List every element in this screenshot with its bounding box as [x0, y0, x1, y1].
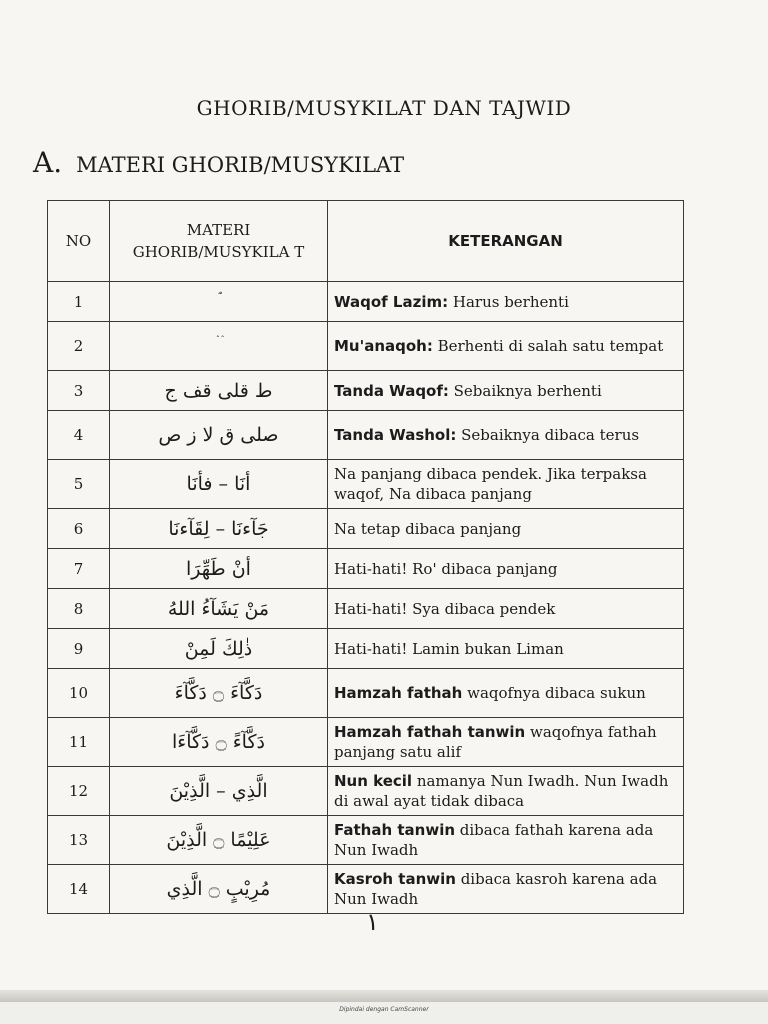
keterangan-text: dibaca fathah karena ada Nun Iwadh — [334, 821, 654, 859]
keterangan-text: Harus berhenti — [448, 292, 569, 311]
row-keterangan — [328, 816, 684, 865]
keterangan-bold: Waqof Lazim: — [334, 292, 449, 311]
table-header-row — [48, 201, 684, 282]
row-number: 7 — [48, 549, 110, 589]
row-arabic: أنْ طَهِّرَا — [110, 549, 328, 589]
row-number: 11 — [48, 718, 110, 767]
row-arabic: صلى ق لا ز ص — [110, 411, 328, 460]
header-keterangan: KETERANGAN — [328, 201, 684, 282]
table-row — [48, 718, 684, 767]
section-title: MATERI GHORIB/MUSYKILAT — [76, 153, 405, 177]
row-keterangan — [328, 371, 684, 411]
row-number: 14 — [48, 865, 110, 914]
table-row — [48, 411, 684, 460]
row-arabic: ذٰلِكَ لَمِنْ — [110, 629, 328, 669]
row-arabic: أنَا – فأنَا — [110, 460, 328, 509]
row-arabic: جَآءنَا – لِقَآءنَا — [110, 509, 328, 549]
row-number: 13 — [48, 816, 110, 865]
row-keterangan — [328, 718, 684, 767]
row-keterangan — [328, 629, 684, 669]
keterangan-bold: Nun kecil — [334, 772, 413, 790]
row-number: 2 — [48, 322, 110, 371]
section-heading — [33, 146, 404, 179]
table-row — [48, 767, 684, 816]
row-keterangan — [328, 460, 684, 509]
page-edge — [0, 990, 768, 1002]
row-arabic — [110, 282, 328, 322]
keterangan-text: waqofnya dibaca sukun — [462, 684, 646, 702]
row-arabic: ۛ ۛ — [110, 322, 328, 371]
keterangan-text: Sebaiknya berhenti — [448, 381, 602, 400]
table-row — [48, 460, 684, 509]
table-row — [48, 282, 684, 322]
keterangan-bold: Fathah tanwin — [334, 821, 456, 839]
row-keterangan — [328, 411, 684, 460]
keterangan-text: dibaca kasroh karena ada Nun Iwadh — [334, 870, 658, 908]
keterangan-text: Hati-hati! Ro' dibaca panjang — [334, 559, 558, 578]
table-row — [48, 816, 684, 865]
table-row — [48, 669, 684, 718]
page-number: ١ — [366, 908, 379, 936]
row-number: 6 — [48, 509, 110, 549]
keterangan-text: Na tetap dibaca panjang — [334, 519, 522, 538]
row-keterangan — [328, 282, 684, 322]
row-arabic: مُرِيْبٍ ۝ الَّذِي — [110, 865, 328, 914]
table-row — [48, 589, 684, 629]
keterangan-text: Sebaiknya dibaca terus — [456, 426, 640, 444]
row-keterangan — [328, 509, 684, 549]
keterangan-text: Na panjang dibaca pendek. Jika terpaksa waqof, Na dibaca panjang — [334, 465, 647, 503]
table-row — [48, 549, 684, 589]
row-number: 4 — [48, 411, 110, 460]
row-number: 10 — [48, 669, 110, 718]
row-arabic: مَنْ يَشَآءُ اللهُ — [110, 589, 328, 629]
keterangan-bold: Hamzah fathah tanwin — [334, 723, 526, 741]
row-arabic: دَكَّآءً ۝ دَكَّآءَا — [110, 718, 328, 767]
row-number: 9 — [48, 629, 110, 669]
keterangan-bold: Tanda Waqof: — [334, 381, 449, 400]
row-arabic: ط قلى قف ج — [110, 371, 328, 411]
ghorib-table — [47, 200, 684, 914]
table-row — [48, 629, 684, 669]
keterangan-bold: Kasroh tanwin — [334, 870, 456, 888]
row-number: 8 — [48, 589, 110, 629]
row-keterangan — [328, 865, 684, 914]
row-keterangan — [328, 767, 684, 816]
row-number: 1 — [48, 282, 110, 322]
keterangan-text: Hati-hati! Lamin bukan Liman — [334, 639, 564, 658]
row-arabic: عَلِيْمًا ۝ الَّذِيْنَ — [110, 816, 328, 865]
row-keterangan — [328, 669, 684, 718]
page-title: GHORIB/MUSYKILAT DAN TAJWID — [196, 96, 572, 120]
table-row — [48, 322, 684, 371]
keterangan-bold: Tanda Washol: — [334, 426, 457, 444]
keterangan-text: namanya Nun Iwadh. Nun Iwadh di awal ayat tidak dibaca — [334, 772, 669, 810]
row-keterangan — [328, 589, 684, 629]
table-row — [48, 509, 684, 549]
section-letter: A. — [33, 146, 63, 179]
table-body — [48, 282, 684, 914]
keterangan-text: Hati-hati! Sya dibaca pendek — [334, 599, 556, 618]
row-arabic: دَكَّآءَ ۝ دَكَّآءَ — [110, 669, 328, 718]
row-number: 12 — [48, 767, 110, 816]
row-arabic: الَّذِي – الَّذِيْنَ — [110, 767, 328, 816]
row-number: 5 — [48, 460, 110, 509]
header-materi: MATERI GHORIB/MUSYKILA T — [110, 201, 328, 282]
keterangan-bold: Mu'anaqoh: — [334, 337, 433, 355]
header-no: NO — [48, 201, 110, 282]
row-number: 3 — [48, 371, 110, 411]
table-row — [48, 371, 684, 411]
scanner-footer: Dipindai dengan CamScanner — [339, 1006, 429, 1013]
keterangan-text: waqofnya fathah panjang satu alif — [334, 723, 657, 761]
keterangan-text: Berhenti di salah satu tempat — [432, 337, 664, 355]
row-keterangan — [328, 322, 684, 371]
keterangan-bold: Hamzah fathah — [334, 684, 463, 702]
table-row — [48, 865, 684, 914]
row-keterangan — [328, 549, 684, 589]
